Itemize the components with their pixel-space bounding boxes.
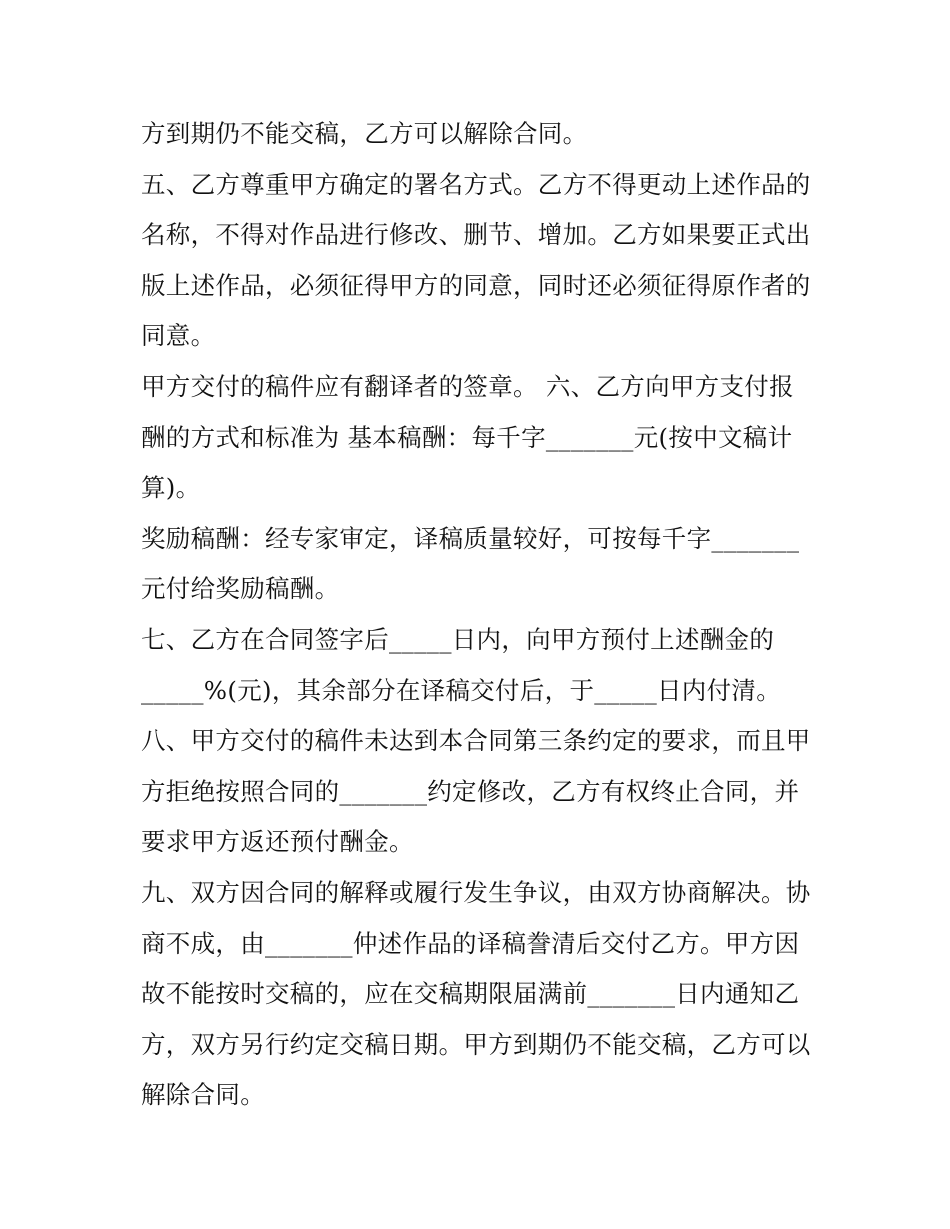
text-line: 故不能按时交稿的，应在交稿期限届满前_______日内通知乙: [141, 979, 800, 1009]
text-line: 奖励稿酬：经专家审定，译稿质量较好，可按每千字_______: [141, 523, 800, 553]
text-line: 酬的方式和标准为 基本稿酬：每千字_______元(按中文稿计: [141, 422, 793, 452]
text-line: 名称，不得对作品进行修改、删节、增加。乙方如果要正式出: [141, 220, 811, 250]
text-line: _____%(元)，其余部分在译稿交付后，于_____日内付清。: [141, 675, 781, 705]
text-line: 同意。: [141, 321, 216, 351]
text-line: 九、双方因合同的解释或履行发生争议，由双方协商解决。协: [141, 877, 811, 907]
text-line: 解除合同。: [141, 1080, 265, 1110]
text-line: 要求甲方返还预付酬金。: [141, 827, 414, 857]
text-line: 元付给奖励稿酬。: [141, 574, 340, 604]
text-line: 版上述作品，必须征得甲方的同意，同时还必须征得原作者的: [141, 270, 811, 300]
document-body: [141, 109, 813, 1121]
text-line: 算)。: [141, 473, 201, 503]
text-line: 商不成，由_______仲述作品的译稿誊清后交付乙方。甲方因: [141, 928, 800, 958]
text-line: 八、甲方交付的稿件未达到本合同第三条约定的要求，而且甲: [141, 726, 811, 756]
text-line: 七、乙方在合同签字后_____日内，向甲方预付上述酬金的: [141, 624, 775, 654]
text-line: 五、乙方尊重甲方确定的署名方式。乙方不得更动上述作品的: [141, 169, 811, 199]
text-line: 方到期仍不能交稿，乙方可以解除合同。: [141, 119, 588, 148]
text-line: 方，双方另行约定交稿日期。甲方到期仍不能交稿，乙方可以: [141, 1029, 811, 1059]
text-line: 甲方交付的稿件应有翻译者的签章。 六、乙方向甲方支付报: [141, 371, 794, 401]
text-line: 方拒绝按照合同的_______约定修改，乙方有权终止合同，并: [141, 776, 800, 806]
